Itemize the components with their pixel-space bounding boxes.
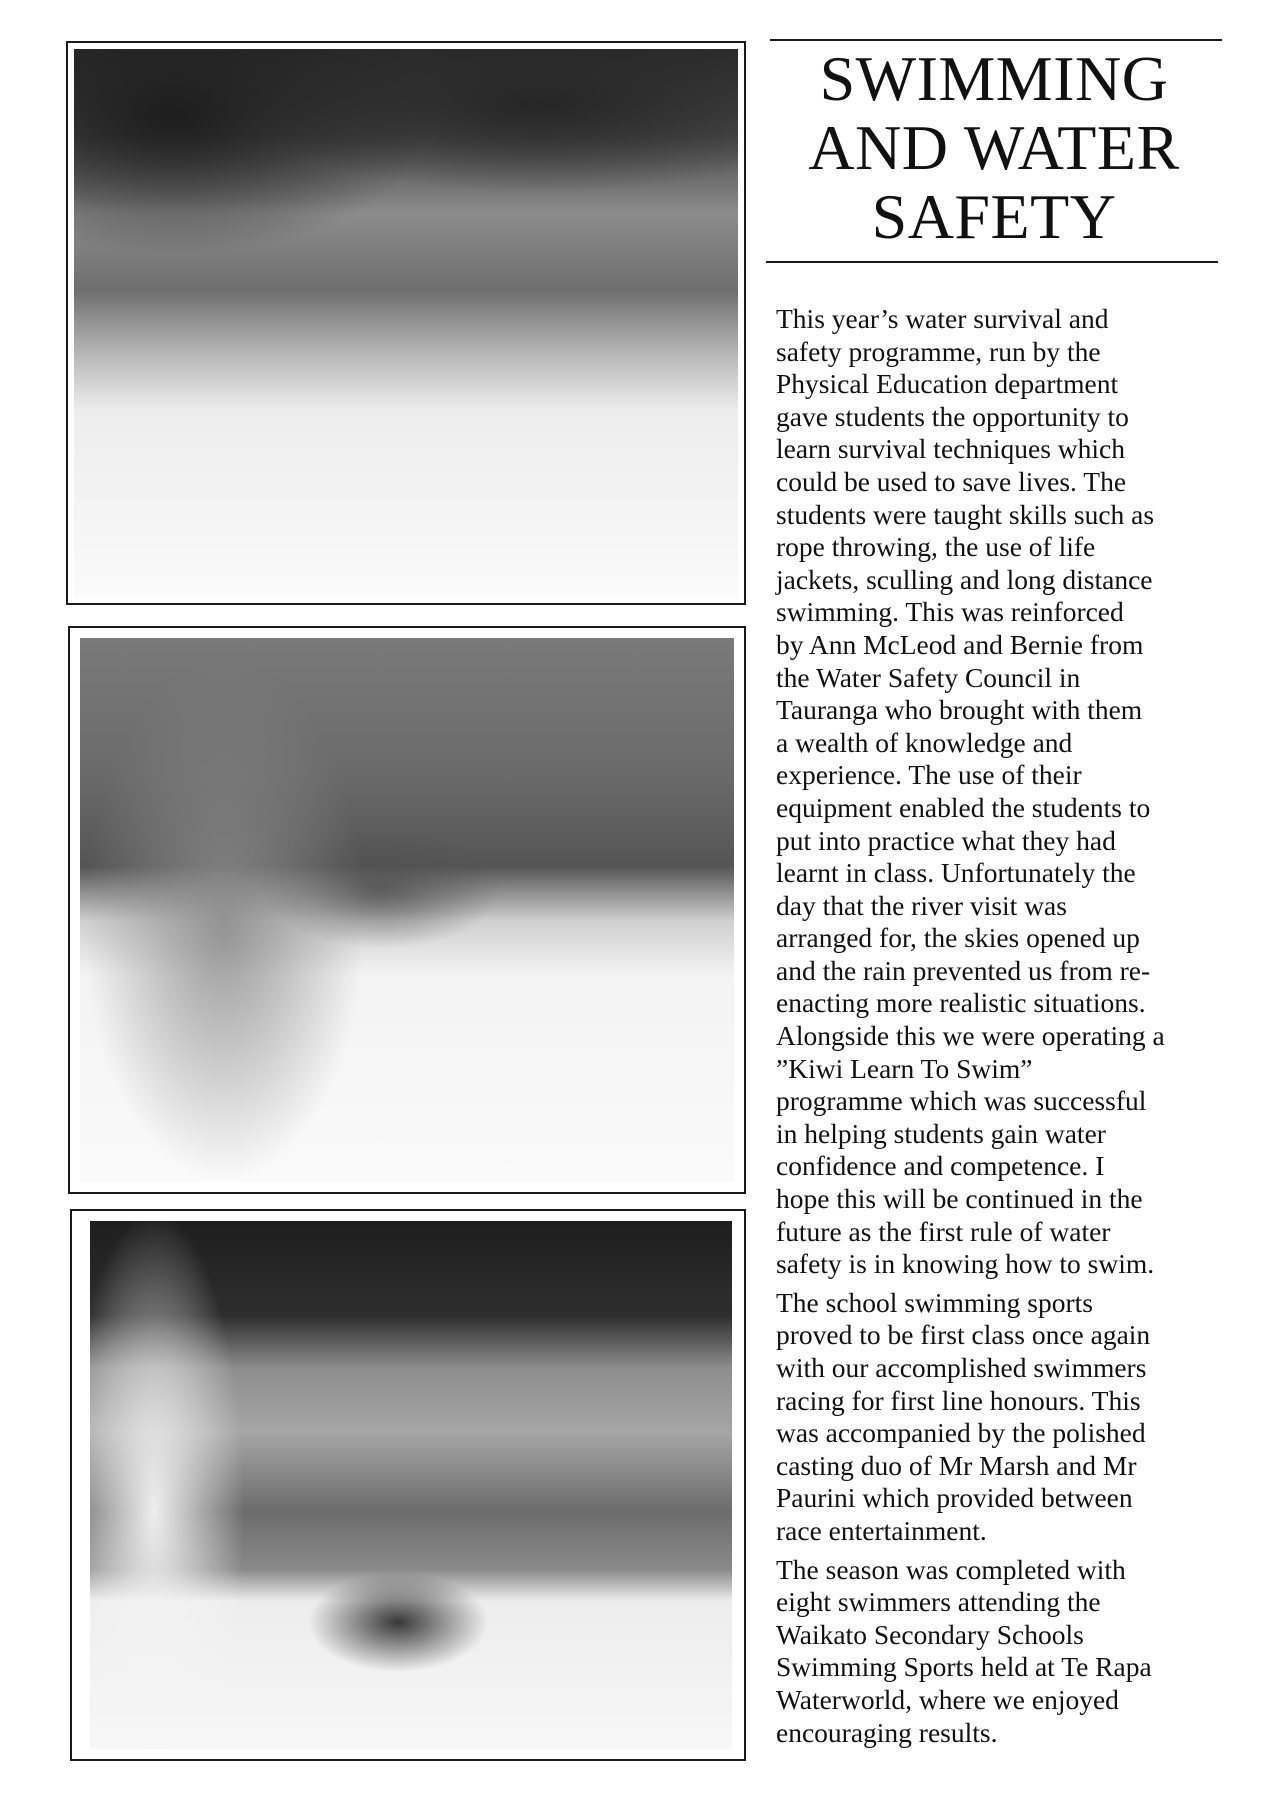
- article-paragraph: [776, 1554, 1246, 1750]
- text-line: race entertainment.: [776, 1514, 987, 1546]
- article-paragraph: [776, 1287, 1246, 1548]
- text-line: confidence and competence. I: [776, 1150, 1105, 1182]
- photo-image: [90, 1221, 732, 1749]
- text-line: encouraging results.: [776, 1716, 998, 1748]
- text-line: learnt in class. Unfortunately the: [776, 857, 1136, 889]
- text-line: Physical Education department: [776, 368, 1119, 400]
- text-line: put into practice what they had: [776, 824, 1116, 856]
- title-line: SAFETY: [871, 181, 1117, 252]
- text-line: hope this will be continued in the: [776, 1183, 1143, 1215]
- text-line: The season was completed with: [776, 1553, 1126, 1585]
- text-line: experience. The use of their: [776, 759, 1082, 791]
- photo-boys-diving: [68, 626, 746, 1194]
- article-paragraph: [776, 303, 1246, 1281]
- text-line: safety programme, run by the: [776, 335, 1101, 367]
- photo-pool-start: [66, 41, 746, 605]
- photo-swimming-sports: [70, 1209, 746, 1761]
- text-line: enacting more realistic situations.: [776, 987, 1146, 1019]
- title-line: AND WATER: [808, 112, 1180, 183]
- text-line: gave students the opportunity to: [776, 400, 1129, 432]
- text-line: Tauranga who brought with them: [776, 694, 1143, 726]
- text-line: the Water Safety Council in: [776, 661, 1081, 693]
- text-line: Paurini which provided between: [776, 1482, 1133, 1514]
- text-line: rope throwing, the use of life: [776, 531, 1096, 563]
- text-line: in helping students gain water: [776, 1117, 1106, 1149]
- text-line: Waterworld, where we enjoyed: [776, 1683, 1119, 1715]
- text-line: casting duo of Mr Marsh and Mr: [776, 1449, 1137, 1481]
- text-line: day that the river visit was: [776, 889, 1067, 921]
- heading-rule-top: [770, 39, 1222, 41]
- photo-image: [74, 49, 738, 597]
- text-line: arranged for, the skies opened up: [776, 922, 1140, 954]
- text-line: This year’s water survival and: [776, 303, 1109, 334]
- page-title: [766, 44, 1222, 251]
- text-line: with our accomplished swimmers: [776, 1352, 1147, 1383]
- text-line: jackets, sculling and long distance: [776, 563, 1153, 595]
- text-line: Waikato Secondary Schools: [776, 1618, 1084, 1650]
- text-line: future as the first rule of water: [776, 1215, 1111, 1247]
- text-line: students were taught skills such as: [776, 498, 1155, 530]
- text-line: proved to be first class once again: [776, 1319, 1151, 1351]
- article-body: [776, 303, 1246, 1755]
- text-line: a wealth of knowledge and: [776, 726, 1073, 758]
- text-line: racing for first line honours. This: [776, 1384, 1141, 1416]
- heading-rule-bottom: [766, 261, 1218, 263]
- text-line: safety is in knowing how to swim.: [776, 1248, 1155, 1280]
- text-line: by Ann McLeod and Bernie from: [776, 628, 1144, 660]
- text-line: swimming. This was reinforced: [776, 596, 1124, 628]
- text-line: was accompanied by the polished: [776, 1417, 1146, 1449]
- text-line: The school swimming sports: [776, 1286, 1094, 1318]
- text-line: ”Kiwi Learn To Swim”: [776, 1052, 1033, 1084]
- title-line: SWIMMING: [819, 43, 1169, 114]
- text-line: and the rain prevented us from re-: [776, 954, 1151, 986]
- text-line: Swimming Sports held at Te Rapa: [776, 1651, 1152, 1683]
- text-line: equipment enabled the students to: [776, 791, 1151, 823]
- text-line: learn survival techniques which: [776, 433, 1125, 465]
- text-line: Alongside this we were operating a: [776, 1020, 1165, 1052]
- text-line: programme which was successful: [776, 1085, 1147, 1117]
- text-line: eight swimmers attending the: [776, 1586, 1101, 1618]
- photo-image: [80, 638, 734, 1182]
- text-line: could be used to save lives. The: [776, 465, 1127, 497]
